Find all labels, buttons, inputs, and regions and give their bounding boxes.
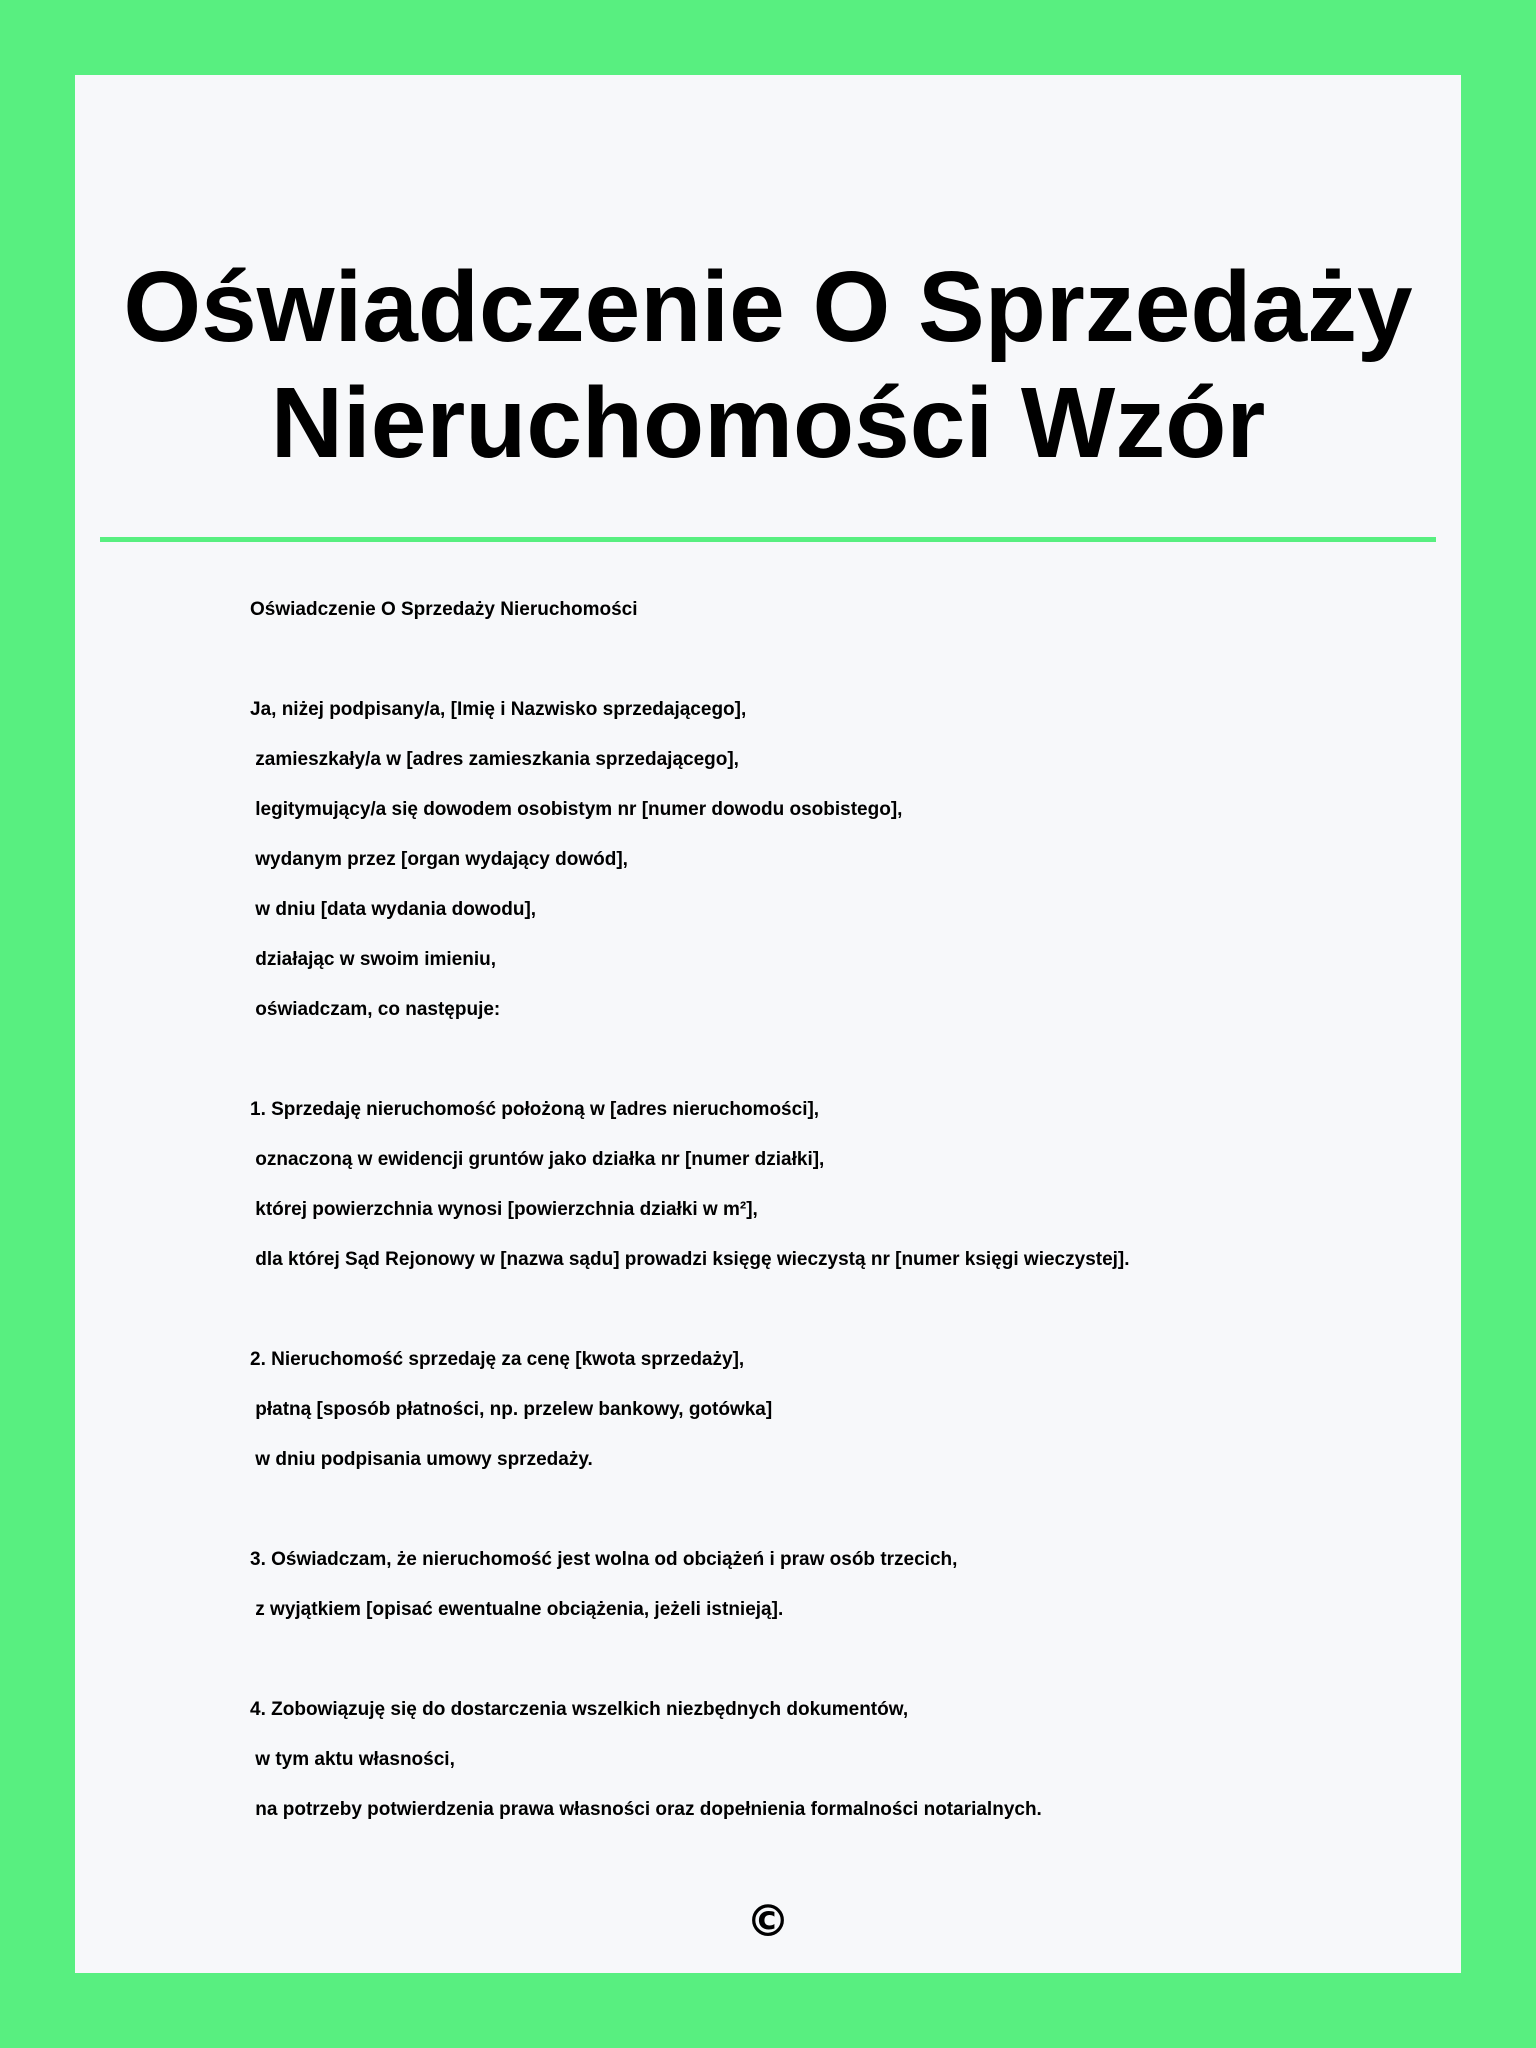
point-1-line: dla której Sąd Rejonowy w [nazwa sądu] prowadzi księgę wieczystą nr [numer księgi wieczystej]. (250, 1249, 1130, 1270)
point-2-line: 2. Nieruchomość sprzedaję za cenę [kwota sprzedaży], (250, 1349, 745, 1370)
intro-line: zamieszkały/a w [adres zamieszkania sprzedającego], (250, 749, 739, 770)
document-title: Oświadczenie O Sprzedaży Nieruchomości Wzór (123, 251, 1413, 479)
intro-line: działając w swoim imieniu, (250, 949, 497, 970)
document-heading: Oświadczenie O Sprzedaży Nieruchomości (250, 599, 638, 620)
paragraph-gap (250, 635, 1400, 685)
copyright-icon: © (746, 1896, 790, 1947)
paragraph-gap (250, 1635, 1400, 1685)
document-body (250, 585, 1400, 1835)
point-1-line: 1. Sprzedaję nieruchomość położoną w [adres nieruchomości], (250, 1099, 820, 1120)
paragraph-gap (250, 1485, 1400, 1535)
paragraph-gap (250, 1035, 1400, 1085)
point-2-line: w dniu podpisania umowy sprzedaży. (250, 1449, 593, 1470)
point-4-line: w tym aktu własności, (250, 1749, 455, 1770)
point-1-line: oznaczoną w ewidencji gruntów jako działka nr [numer działki], (250, 1149, 825, 1170)
point-3-line: z wyjątkiem [opisać ewentualne obciążenia, jeżeli istnieją]. (250, 1599, 784, 1620)
intro-line: w dniu [data wydania dowodu], (250, 899, 537, 920)
point-2-line: płatną [sposób płatności, np. przelew bankowy, gotówka] (250, 1399, 773, 1420)
document-sheet (75, 75, 1461, 1973)
point-4-line: na potrzeby potwierdzenia prawa własności oraz dopełnienia formalności notarialnych. (250, 1799, 1042, 1820)
intro-line: legitymujący/a się dowodem osobistym nr [numer dowodu osobistego], (250, 799, 903, 820)
title-divider (100, 537, 1436, 542)
point-1-line: której powierzchnia wynosi [powierzchnia działki w m²], (250, 1199, 758, 1220)
intro-line: wydanym przez [organ wydający dowód], (250, 849, 628, 870)
point-3-line: 3. Oświadczam, że nieruchomość jest wolna od obciążeń i praw osób trzecich, (250, 1549, 958, 1570)
intro-line: oświadczam, co następuje: (250, 999, 501, 1020)
point-4-line: 4. Zobowiązuję się do dostarczenia wszelkich niezbędnych dokumentów, (250, 1699, 909, 1720)
paragraph-gap (250, 1285, 1400, 1335)
intro-line: Ja, niżej podpisany/a, [Imię i Nazwisko sprzedającego], (250, 699, 747, 720)
